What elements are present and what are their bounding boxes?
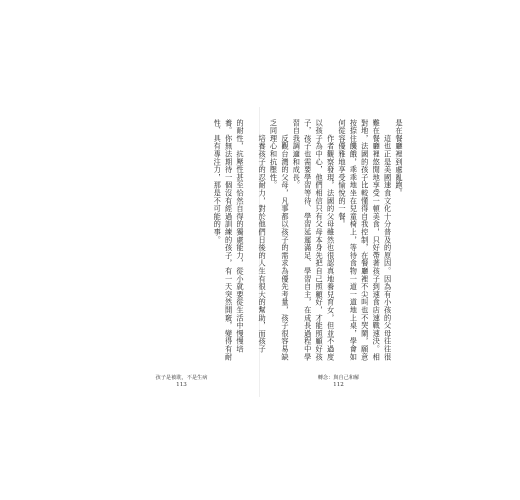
left-page-number: 113 (176, 382, 187, 388)
right-page (260, 107, 417, 397)
left-running-footer: 孩子是被耽，不是生病 (155, 375, 208, 381)
right-running-footer: 轉念：與自己和解 (317, 375, 360, 381)
book-spread (103, 107, 417, 397)
left-page (103, 107, 260, 397)
left-page-body-text: 的耐性，抗壓性甚至恰然自得的獨處能力，從小就要從生活中慢慢培養。你無法期待一個沒有經過訓練的孩子，有一天突然開竅，變得有耐性、具有專注力，那是不可能的事。 (213, 119, 245, 361)
right-page-footer (260, 375, 417, 389)
right-page-number: 112 (333, 382, 344, 388)
right-page-body-text: 是在餐廳裡到處亂跑。 這也正是美國速食文化十分普及的原因。因為有小孩的父母往往很難在餐廳裡悠閒地享受一頓美食，只好帶著孩子到速食店速戰速決。相對地，法國的孩子比較懂得自我控制，在餐廳裡不尖叫也不哭鬧，願意按捺住饑餓，乖乖地坐在兒童椅上，等待食物一道一道地上桌，學會如何從容優雅地享受愉悅的一餐。 作者觀察發現，法國的父母雖然也很認真地養兒育女，但並不過度以孩子為中心，他們相信只有父母本身先把自己照顧好，才能照顧好孩子，孩子也需要學習等待、學習延遲滿足、學習自主，在成長過程中學習自我調適和成長。 反觀台灣的父母，凡事都以孩子的需求為優先考量，孩子很容易缺乏同理心和抗壓性。 培養孩子的忍耐力，對於他們日後的人生有很大的幫助，而孩子 (258, 119, 404, 361)
left-page-footer (103, 375, 260, 389)
